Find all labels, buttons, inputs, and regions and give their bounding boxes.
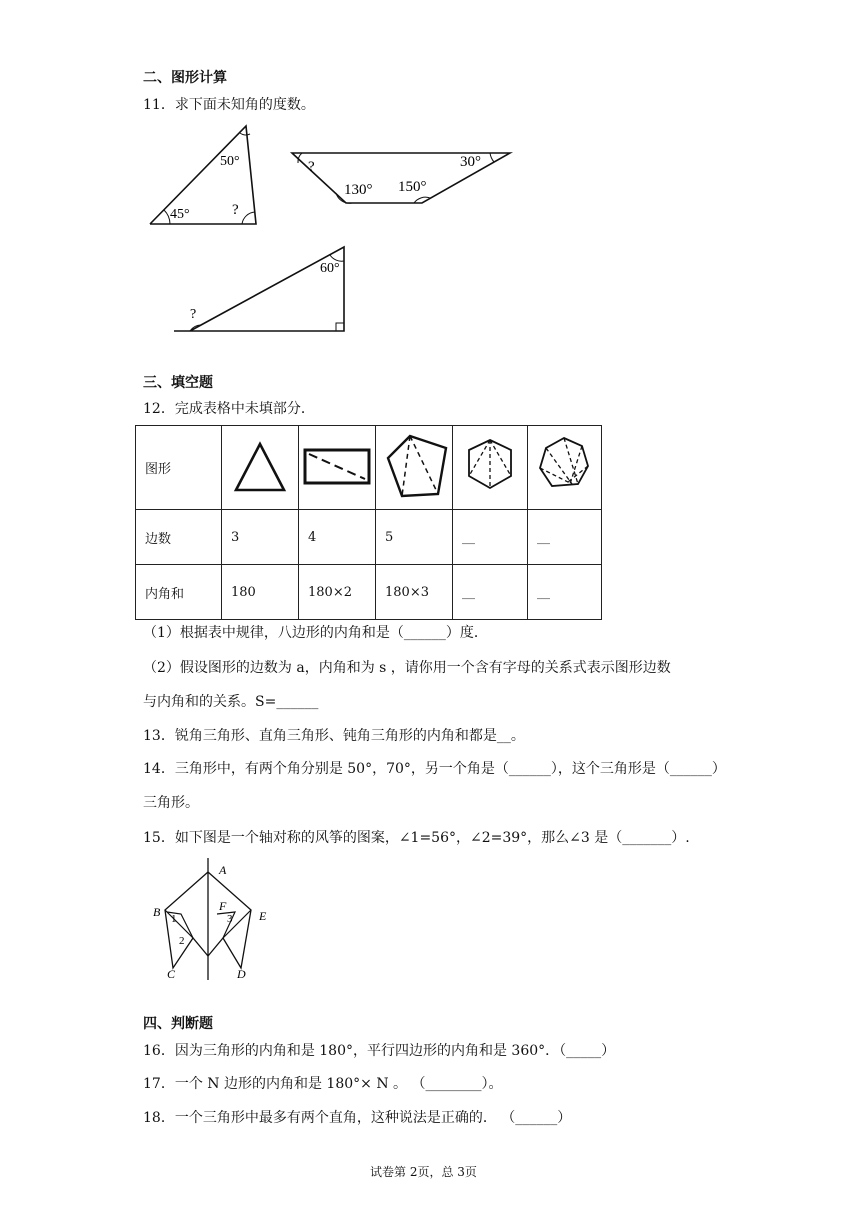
kite-angle-2: 2 [179, 935, 185, 947]
angle-label-150: 150° [398, 179, 427, 195]
kite-angle-1: 1 [171, 913, 177, 925]
figure-kite [145, 858, 285, 982]
hexagon-shape [453, 426, 527, 505]
table-cell-blank[interactable]: __ [453, 565, 528, 620]
angle-label-60: 60° [320, 261, 340, 276]
figure-triangle-1 [140, 118, 270, 230]
table-cell: 3 [222, 510, 299, 565]
question-15: 15．如下图是一个轴对称的风筝的图案，∠1=56°，∠2=39°，那么∠3 是（_______）. [143, 830, 690, 846]
question-12-sub2-line2: 与内角和的关系。S=______ [143, 694, 319, 710]
angle-label-30: 30° [460, 154, 481, 170]
kite-label-D: D [237, 967, 246, 981]
table-cell: 180×2 [299, 565, 376, 620]
question-11: 11．求下面未知角的度数。 [143, 97, 315, 113]
page-footer: 试卷第 2页，总 3页 [370, 1165, 477, 1179]
question-12-sub2-line1: （2）假设图形的边数为 a，内角和为 s ，请你用一个含有字母的关系式表示图形边数 [143, 660, 671, 676]
angle-label-unknown: ? [308, 159, 315, 175]
figure-right-triangle [170, 243, 350, 335]
table-cell: 4 [299, 510, 376, 565]
table-row-label: 图形 [136, 426, 222, 510]
question-13: 13．锐角三角形、直角三角形、钝角三角形的内角和都是__。 [143, 728, 525, 744]
angle-label-unknown: ? [232, 202, 239, 218]
question-12-sub1: （1）根据表中规律，八边形的内角和是（______）度． [143, 625, 488, 641]
kite-label-E: E [259, 909, 267, 923]
question-12: 12．完成表格中未填部分． [143, 401, 315, 417]
table-cell-blank[interactable]: __ [528, 565, 602, 620]
figure-trapezoid [288, 145, 516, 211]
question-16: 16．因为三角形的内角和是 180°，平行四边形的内角和是 360°．（_____） [143, 1043, 616, 1059]
question-14-line2: 三角形。 [143, 795, 199, 811]
question-14-line1: 14．三角形中，有两个角分别是 50°，70°，另一个角是（______），这个三角形是（______） [143, 761, 726, 777]
section-title-3: 三、填空题 [143, 375, 213, 391]
section-title-4: 四、判断题 [143, 1016, 213, 1032]
angle-label-unknown: ? [190, 307, 197, 322]
kite-label-F: F [219, 899, 227, 913]
heptagon-shape [528, 426, 601, 505]
angle-label-50: 50° [220, 154, 240, 169]
kite-label-B: B [153, 905, 161, 919]
rectangle-shape [299, 426, 375, 505]
table-cell: 内角和 [136, 565, 222, 620]
polygon-table [135, 425, 602, 620]
pentagon-shape [376, 426, 452, 505]
angle-label-45: 45° [170, 207, 190, 222]
kite-angle-3: 3 [227, 913, 233, 925]
triangle-shape [222, 426, 298, 505]
table-cell: 180 [222, 565, 299, 620]
table-cell-blank[interactable]: __ [528, 510, 602, 565]
question-18: 18．一个三角形中最多有两个直角，这种说法是正确的． （______） [143, 1110, 572, 1126]
kite-label-A: A [219, 863, 227, 877]
table-cell-blank[interactable]: __ [453, 510, 528, 565]
kite-label-C: C [167, 967, 176, 981]
section-title-2: 二、图形计算 [143, 70, 227, 86]
table-cell: 边数 [136, 510, 222, 565]
table-cell: 180×3 [376, 565, 453, 620]
table-cell: 5 [376, 510, 453, 565]
question-17: 17．一个 N 边形的内角和是 180°× N 。 （________）。 [143, 1076, 503, 1092]
angle-label-130: 130° [344, 182, 373, 198]
